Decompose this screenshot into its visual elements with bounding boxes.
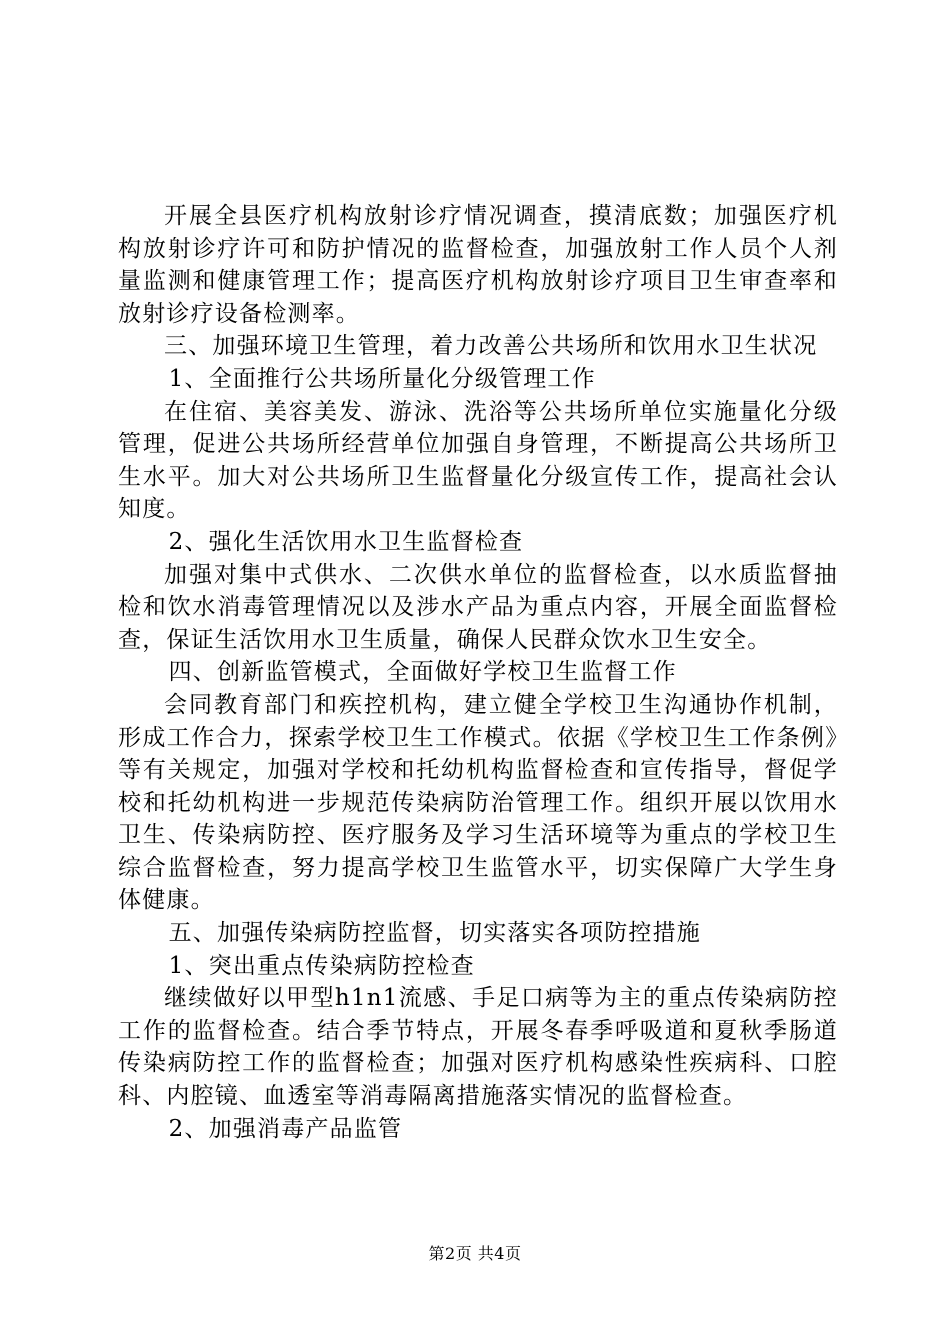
subheading-key-diseases: 1、突出重点传染病防控检查: [168, 952, 475, 979]
subheading-disinfection-products: 2、加强消毒产品监管: [168, 1115, 403, 1142]
paragraph-key-diseases: 继续做好以甲型h1n1流感、手足口病等为主的重点传染病防控工作的监督检查。结合季节特点，开展冬春季呼吸道和夏秋季肠道传染病防控工作的监督检查；加强对医疗机构感染性疾病科、口腔科、内腔镜、血透室等消毒隔离措施落实情况的监督检查。: [118, 985, 838, 1110]
document-body: [118, 200, 838, 1145]
subheading-drinking-water: 2、强化生活饮用水卫生监督检查: [168, 528, 524, 555]
section-heading-school: 四、创新监管模式，全面做好学校卫生监督工作: [168, 659, 677, 686]
section-heading-environment: 三、加强环境卫生管理，着力改善公共场所和饮用水卫生状况: [164, 333, 818, 360]
paragraph-drinking-water: 加强对集中式供水、二次供水单位的监督检查，以水质监督抽检和饮水消毒管理情况以及涉水产品为重点内容，开展全面监督检查，保证生活饮用水卫生质量，确保人民群众饮水卫生安全。: [118, 561, 838, 653]
paragraph-public-places: 在住宿、美容美发、游泳、洗浴等公共场所单位实施量化分级管理，促进公共场所经营单位加强自身管理，不断提高公共场所卫生水平。加大对公共场所卫生监督量化分级宣传工作，提高社会认知度。: [118, 398, 838, 523]
page-footer: [0, 1244, 950, 1264]
paragraph-school: 会同教育部门和疾控机构，建立健全学校卫生沟通协作机制，形成工作合力，探索学校卫生工作模式。依据《学校卫生工作条例》等有关规定，加强对学校和托幼机构监督检查和宣传指导，督促学校和托幼机构进一步规范传染病防治管理工作。组织开展以饮用水卫生、传染病防控、医疗服务及学习生活环境等为重点的学校卫生综合监督检查，努力提高学校卫生监管水平，切实保障广大学生身体健康。: [118, 691, 838, 914]
subheading-public-places: 1、全面推行公共场所量化分级管理工作: [168, 365, 596, 392]
paragraph-radiation-survey: 开展全县医疗机构放射诊疗情况调查，摸清底数；加强医疗机构放射诊疗许可和防护情况的监督检查，加强放射工作人员个人剂量监测和健康管理工作；提高医疗机构放射诊疗项目卫生审查率和放射诊疗设备检测率。: [118, 203, 838, 327]
section-heading-infectious-disease: 五、加强传染病防控监督，切实落实各项防控措施: [168, 920, 701, 947]
page-number-label: 第2页 共4页: [428, 1244, 522, 1263]
